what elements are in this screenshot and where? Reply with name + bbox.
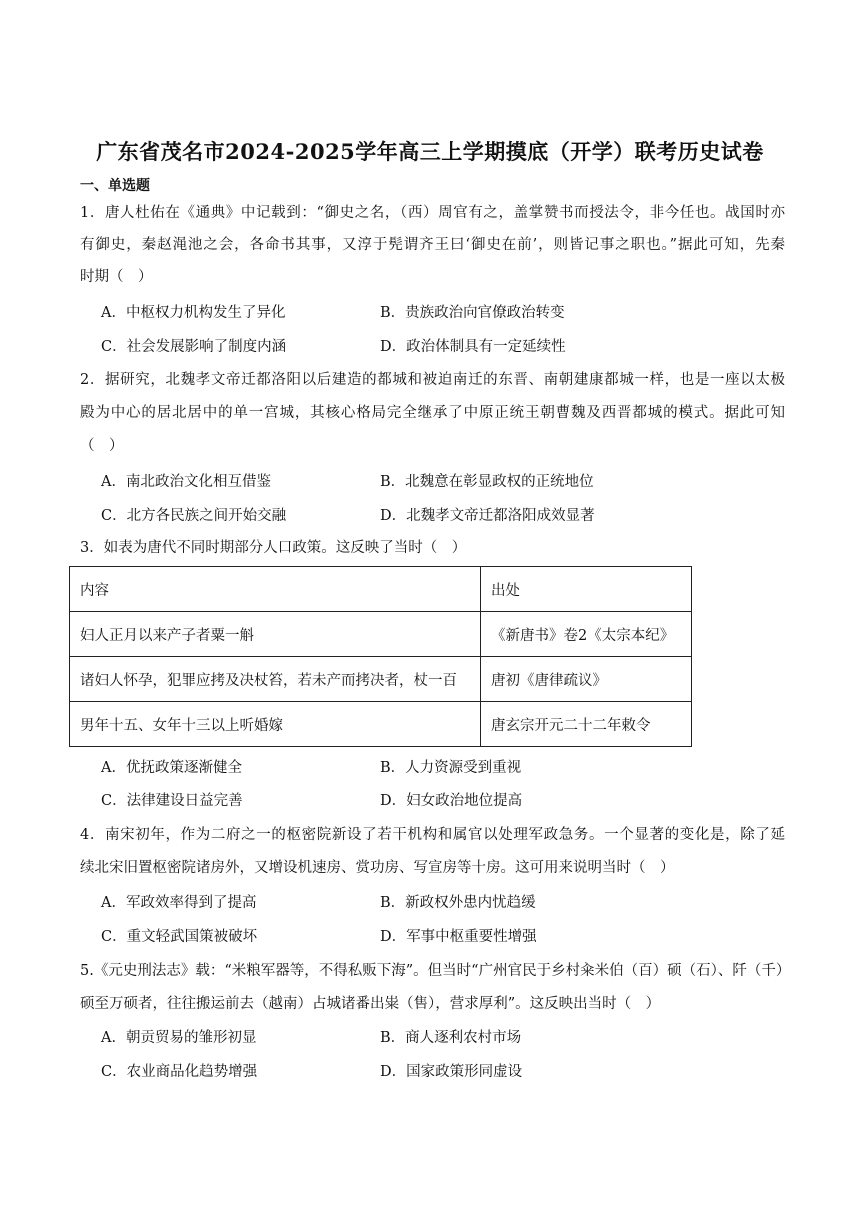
- question-2-option-c: C．北方各民族之间开始交融: [101, 508, 287, 524]
- question-3-option-a: A．优抚政策逐渐健全: [101, 760, 242, 776]
- question-2-line-2: 殿为中心的居北居中的单一宫城，其核心格局完全继承了中原正统王朝曹魏及西晋都城的模式。据此可知: [80, 405, 785, 421]
- question-5-line-2: 硕至万硕者，往往搬运前去（越南）占城诸番出粜（售），营求厚利”。这反映出当时（ ）: [80, 996, 661, 1012]
- question-5-option-a: A．朝贡贸易的雏形初显: [101, 1030, 257, 1046]
- table-header-content: 内容: [70, 567, 481, 612]
- table-cell-source: 《新唐书》卷2《太宗本纪》: [481, 612, 692, 657]
- question-1-option-c: C．社会发展影响了制度内涵: [101, 339, 287, 355]
- question-1-line-1: 1．唐人杜佑在《通典》中记载到：“御史之名，（西）周官有之，盖掌赞书而授法令，非今任也。战国时亦: [80, 205, 785, 221]
- question-3-option-c: C．法律建设日益完善: [101, 793, 243, 809]
- population-policy-table: [69, 566, 692, 747]
- question-2-option-a: A．南北政治文化相互借鉴: [101, 474, 271, 490]
- question-4-option-c: C．重文轻武国策被破坏: [101, 929, 258, 945]
- table-cell-content: 诸妇人怀孕，犯罪应拷及决杖笞，若未产而拷决者，杖一百: [70, 657, 481, 702]
- table-header-source: 出处: [481, 567, 692, 612]
- question-1-option-b: B．贵族政治向官僚政治转变: [380, 305, 565, 321]
- table-row: [70, 702, 692, 747]
- question-1-line-2: 有御史，秦赵渑池之会，各命书其事，又淳于髡谓齐王曰‘御史在前’，则皆记事之职也。”据此可知，先秦: [80, 237, 785, 253]
- page-title: 广东省茂名市2024-2025学年高三上学期摸底（开学）联考历史试卷: [96, 139, 764, 164]
- table-cell-source: 唐初《唐律疏议》: [481, 657, 692, 702]
- question-2-line-1: 2．据研究，北魏孝文帝迁都洛阳以后建造的都城和被迫南迁的东晋、南朝建康都城一样，也是一座以太极: [80, 372, 785, 388]
- table-cell-source: 唐玄宗开元二十二年敕令: [481, 702, 692, 747]
- question-5-option-c: C．农业商品化趋势增强: [101, 1064, 258, 1080]
- question-4-option-d: D．军事中枢重要性增强: [380, 929, 537, 945]
- question-3-option-b: B．人力资源受到重视: [380, 760, 522, 776]
- table-row: [70, 657, 692, 702]
- question-5-line-1: 5.《元史刑法志》载：“米粮军器等，不得私贩下海”。但当时“广州官民于乡村籴米伯（百）硕（石）、阡（千）: [80, 963, 791, 979]
- question-1-option-a: A．中枢权力机构发生了异化: [101, 305, 286, 321]
- section-heading: 一、单选题: [80, 178, 150, 194]
- question-2-option-d: D．北魏孝文帝迁都洛阳成效显著: [380, 508, 595, 524]
- question-3-line-1: 3．如表为唐代不同时期部分人口政策。这反映了当时（ ）: [80, 540, 467, 556]
- question-4-option-a: A．军政效率得到了提高: [101, 895, 257, 911]
- question-2-option-b: B．北魏意在彰显政权的正统地位: [380, 474, 594, 490]
- question-4-line-1: 4．南宋初年，作为二府之一的枢密院新设了若干机构和属官以处理军政急务。一个显著的变化是，除了延: [80, 827, 785, 843]
- table-header-row: [70, 567, 692, 612]
- question-2-line-3: （ ）: [80, 438, 124, 454]
- question-4-line-2: 续北宋旧置枢密院诸房外，又增设机速房、赏功房、写宣房等十房。这可用来说明当时（ ）: [80, 860, 675, 876]
- question-3-option-d: D．妇女政治地位提高: [380, 793, 523, 809]
- question-1-option-d: D．政治体制具有一定延续性: [380, 339, 566, 355]
- table-row: [70, 612, 692, 657]
- table-cell-content: 男年十五、女年十三以上听婚嫁: [70, 702, 481, 747]
- question-5-option-d: D．国家政策形同虚设: [380, 1064, 523, 1080]
- question-4-option-b: B．新政权外患内忧趋缓: [380, 895, 536, 911]
- question-5-option-b: B．商人逐利农村市场: [380, 1030, 522, 1046]
- question-1-line-3: 时期（ ）: [80, 269, 153, 285]
- table-cell-content: 妇人正月以来产子者粟一斛: [70, 612, 481, 657]
